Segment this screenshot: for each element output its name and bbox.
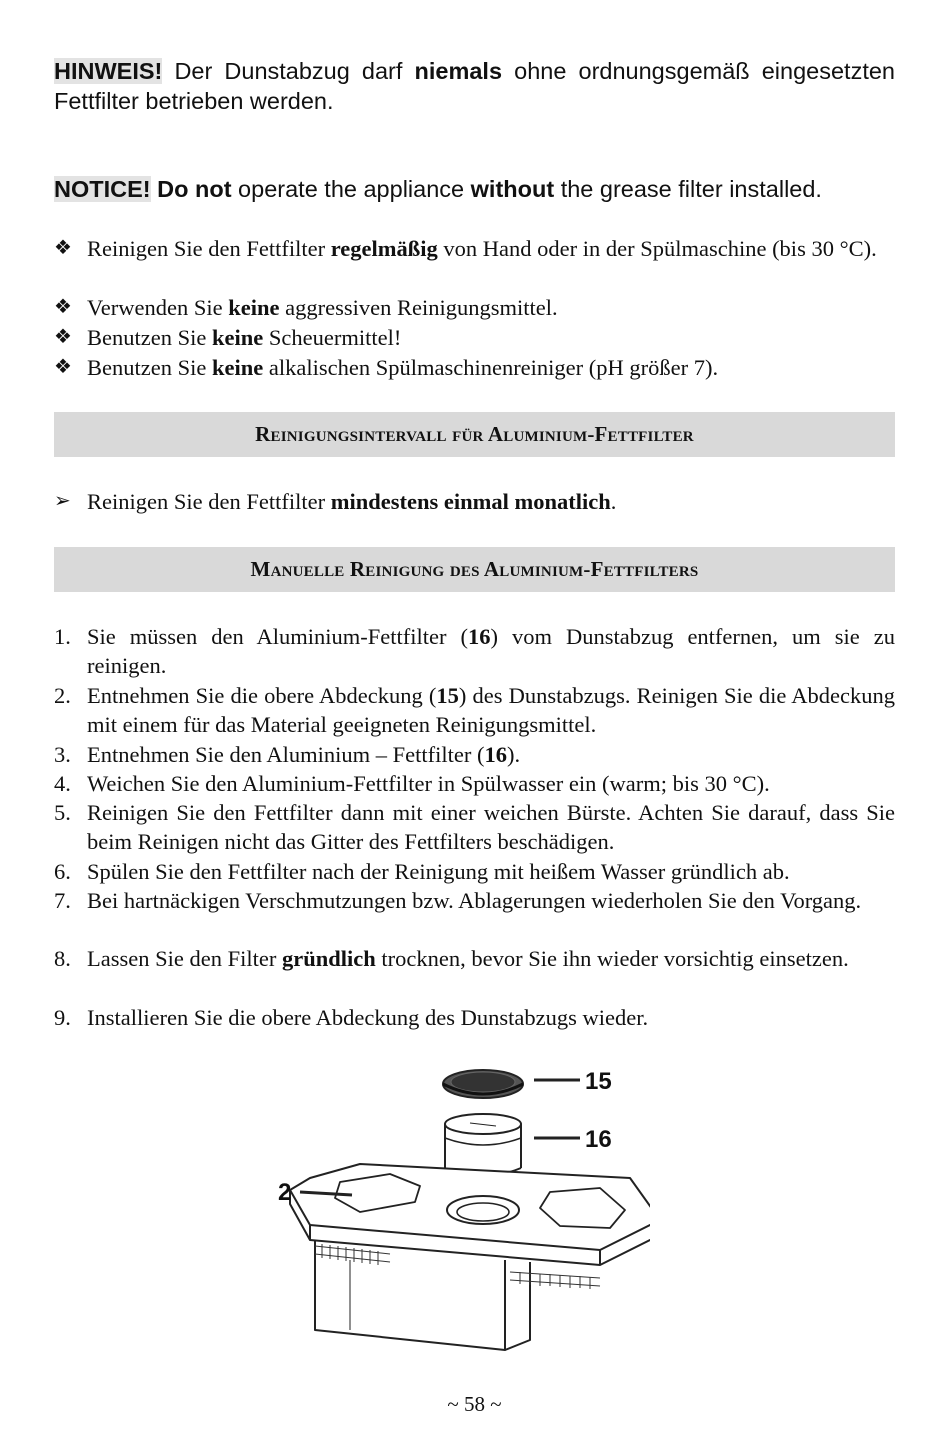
list-item (54, 487, 895, 516)
step-item (54, 769, 895, 798)
bullet-text: Reinigen Sie den Fettfilter (87, 236, 331, 261)
step-item (54, 681, 895, 739)
bullet-text: aggressiven Reinigungsmittel. (279, 295, 558, 320)
diamond-bullet-icon: ❖ (54, 356, 72, 378)
notice-german-text-2: ohne ordnungsgemäß eingesetzten Fettfilter betrieben werden. (54, 58, 895, 114)
step-number: 7. (54, 888, 71, 913)
step-number: 5. (54, 800, 71, 825)
notice-english-text-1: operate the appliance (231, 176, 471, 202)
step-item (54, 740, 895, 769)
bullet-emphasis: keine (211, 325, 264, 350)
notice-english-text-2: the grease filter installed. (554, 176, 822, 202)
section-heading-interval: Reinigungsintervall für Aluminium-Fettfilter (54, 412, 895, 457)
callout-2: 2 (278, 1179, 292, 1206)
notice-german-text-1: Der Dunstabzug darf (162, 58, 415, 84)
step-reference: 16 (484, 742, 507, 767)
step-item (54, 622, 895, 680)
section-heading-manual-cleaning: Manuelle Reinigung des Aluminium-Fettfilters (54, 547, 895, 592)
step-item (54, 886, 895, 915)
step-emphasis: gründlich (281, 946, 376, 971)
step-text: trocknen, bevor Sie ihn wieder vorsichtig einsetzen. (375, 946, 849, 971)
bullet-emphasis: keine (211, 355, 264, 380)
list-item (54, 353, 895, 382)
step-text: ) vom Dunstabzug entfernen, um sie zu reinigen. (87, 624, 895, 678)
step-text: Bei hartnäckigen Verschmutzungen bzw. Ablagerungen wiederholen Sie den Vorgang. (87, 888, 862, 913)
step-number: 4. (54, 771, 71, 796)
notice-english-emphasis-1: Do not (150, 176, 232, 202)
step-number: 1. (54, 624, 71, 649)
callout-16: 16 (585, 1126, 612, 1153)
bullet-text: alkalischen Spülmaschinenreiniger (pH größer 7). (263, 355, 719, 380)
step-text: Lassen Sie den Filter (87, 946, 282, 971)
bullet-text: Scheuermittel! (263, 325, 402, 350)
step-number: 6. (54, 859, 71, 884)
step-text: ) des Dunstabzugs. Reinigen Sie die Abdeckung mit einem für das Material geeigneten Reinigungsmittel. (87, 683, 895, 737)
bullet-text: von Hand oder in der Spülmaschine (bis 30 °C). (437, 236, 877, 261)
interval-text: . (610, 489, 617, 514)
notice-german-emphasis: niemals (414, 58, 503, 84)
callout-15: 15 (585, 1068, 612, 1095)
step-number: 8. (54, 946, 71, 971)
arrowhead-bullet-icon: ➢ (54, 490, 71, 512)
step-item (54, 944, 895, 973)
diamond-bullet-icon: ❖ (54, 237, 72, 259)
notice-english-emphasis-2: without (470, 176, 555, 202)
interval-emphasis: mindestens einmal monatlich (330, 489, 611, 514)
step-number: 2. (54, 683, 71, 708)
list-item (54, 323, 895, 352)
step-item (54, 857, 895, 886)
cooktop-hood-illustration (270, 1060, 650, 1360)
bullet-text: Benutzen Sie (87, 355, 212, 380)
step-text: Weichen Sie den Aluminium-Fettfilter in Spülwasser ein (warm; bis 30 °C). (87, 771, 770, 796)
list-item (54, 234, 895, 263)
step-reference: 16 (467, 624, 491, 649)
bullet-emphasis: keine (228, 295, 280, 320)
step-number: 9. (54, 1005, 71, 1030)
step-item (54, 1003, 895, 1032)
notice-english (54, 174, 895, 204)
page-number: ~ 58 ~ (447, 1392, 502, 1416)
diamond-bullet-icon: ❖ (54, 296, 72, 318)
notice-german-label: HINWEIS! (54, 58, 163, 84)
cooktop-surface (290, 1164, 650, 1250)
step-text: Installieren Sie die obere Abdeckung des Dunstabzugs wieder. (87, 1005, 649, 1030)
step-reference: 15 (436, 683, 459, 708)
step-text: Entnehmen Sie die obere Abdeckung ( (87, 683, 437, 708)
step-item (54, 798, 895, 856)
bullet-text: Verwenden Sie (87, 295, 229, 320)
step-text: Reinigen Sie den Fettfilter dann mit einer weichen Bürste. Achten Sie darauf, dass Sie beim Reinigen nicht das Gitter des Fettfilters beschädigen. (87, 800, 895, 854)
grease-filter-part (445, 1114, 521, 1176)
bullet-text: Benutzen Sie (87, 325, 212, 350)
step-text: Spülen Sie den Fettfilter nach der Reinigung mit heißem Wasser gründlich ab. (87, 859, 790, 884)
step-number: 3. (54, 742, 71, 767)
notice-english-label: NOTICE! (54, 176, 151, 202)
bullet-emphasis: regelmäßig (330, 236, 438, 261)
diamond-bullet-icon: ❖ (54, 326, 72, 348)
list-item (54, 293, 895, 322)
step-text: ). (506, 742, 521, 767)
notice-german (54, 56, 895, 116)
step-text: Sie müssen den Aluminium-Fettfilter ( (87, 624, 468, 649)
step-text: Entnehmen Sie den Aluminium – Fettfilter ( (87, 742, 485, 767)
interval-text: Reinigen Sie den Fettfilter (87, 489, 331, 514)
